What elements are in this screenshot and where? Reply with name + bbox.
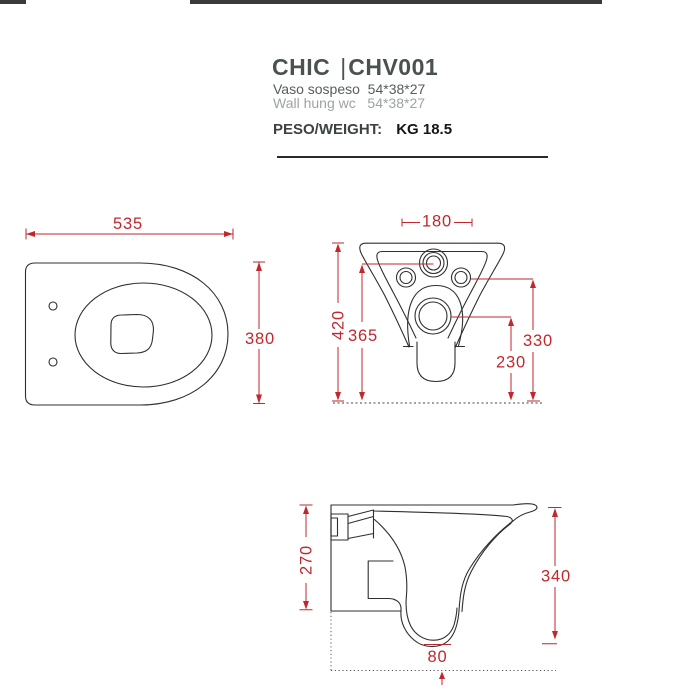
rear-fixing-height-label: 330 <box>523 332 553 350</box>
rear-view <box>330 213 553 404</box>
hinge-hole-bottom <box>49 358 57 366</box>
subtitle-italian: Vaso sospeso 54*38*27 <box>273 81 426 97</box>
rim-front-hook <box>513 504 537 521</box>
inlet-spud-inner <box>331 518 338 536</box>
rear-hole-spacing-label: 180 <box>422 212 452 231</box>
inlet-hole-outer <box>420 249 448 277</box>
body-outer-outline <box>360 243 505 347</box>
outlet-tongue <box>417 342 455 382</box>
fixing-hole-right-inner <box>455 272 467 284</box>
side-floor-clearance-label: 80 <box>427 648 448 666</box>
dim-hole-spacing <box>402 213 472 231</box>
fixing-hole-left-outer <box>397 268 416 287</box>
fixing-hole-right-outer <box>452 268 471 287</box>
seat-opening <box>75 283 212 387</box>
dim-depth <box>245 262 275 404</box>
fixing-hole-left-inner <box>400 272 412 284</box>
fixing-pocket <box>368 561 395 600</box>
dim-overall-height <box>330 243 348 401</box>
bowl-inner-rim-profile <box>374 511 512 612</box>
dim-fixing-height <box>471 279 553 401</box>
water-surface <box>111 315 154 354</box>
dim-width <box>26 215 233 240</box>
top-view-depth-label: 380 <box>245 330 275 348</box>
title-separator: | <box>340 54 347 80</box>
dim-rear-section-height <box>298 505 316 610</box>
weight-label: PESO/WEIGHT: <box>273 121 383 138</box>
rear-overall-height-label: 420 <box>329 310 348 340</box>
subtitle-english: Wall hung wc 54*38*27 <box>273 95 426 111</box>
dim-inlet-height <box>348 264 433 401</box>
inlet-hole-inner <box>427 256 441 270</box>
side-overall-height-label: 340 <box>541 567 571 586</box>
side-view <box>298 504 571 685</box>
rear-inlet-height-label: 365 <box>348 327 378 345</box>
brand-name: CHIC <box>272 54 331 80</box>
trap-inner-profile <box>375 520 458 641</box>
outlet-hole-outer <box>415 298 451 334</box>
outlet-hole-inner <box>419 302 447 330</box>
flush-channel-lines <box>348 510 374 539</box>
top-view <box>26 215 275 405</box>
dim-side-overall-height <box>541 508 571 644</box>
side-rear-height-label: 270 <box>297 545 316 575</box>
dim-floor-clearance <box>424 645 451 686</box>
model-code: CHV001 <box>348 54 439 80</box>
rear-outlet-height-label: 230 <box>496 353 526 372</box>
weight-value: KG 18.5 <box>396 121 453 138</box>
top-view-width-label: 535 <box>113 215 143 233</box>
hinge-hole-top <box>49 302 57 310</box>
